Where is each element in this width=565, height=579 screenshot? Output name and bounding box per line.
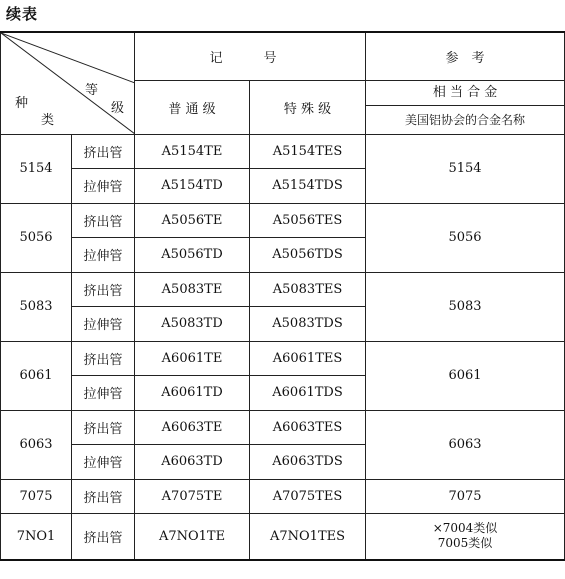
- ref-alloy-similar: [366, 513, 565, 560]
- special-code: A6063TDS: [250, 444, 366, 479]
- ref-alloy: 5083: [366, 272, 565, 341]
- special-code: A7NO1TES: [250, 513, 366, 560]
- alloy-designation-table: [0, 31, 565, 561]
- ref-alloy: 5056: [366, 203, 565, 272]
- special-code: A5056TDS: [250, 237, 366, 272]
- special-grade-header: 特 殊 级: [250, 80, 366, 134]
- normal-code: A6061TD: [135, 375, 250, 410]
- tube-type: 挤出管: [72, 341, 135, 375]
- tube-type: 拉伸管: [72, 375, 135, 410]
- normal-code: A6063TE: [135, 410, 250, 444]
- tube-type: 挤出管: [72, 513, 135, 560]
- reference-header: 参 考: [366, 32, 565, 80]
- diag-grade-1: 等: [85, 83, 99, 98]
- tube-type: 挤出管: [72, 410, 135, 444]
- diagonal-lines: [1, 33, 135, 134]
- normal-code: A5056TD: [135, 237, 250, 272]
- special-code: A5154TES: [250, 134, 366, 168]
- normal-code: A7NO1TE: [135, 513, 250, 560]
- special-code: A5083TDS: [250, 306, 366, 341]
- alloy-cell: 5154: [1, 134, 72, 203]
- equivalent-alloy-header: 相 当 合 金: [366, 81, 564, 106]
- alloy-cell: 7075: [1, 479, 72, 513]
- tube-type: 挤出管: [72, 272, 135, 306]
- symbol-header: 记 号: [135, 32, 366, 80]
- alloy-cell: 6063: [1, 410, 72, 479]
- tube-type: 拉伸管: [72, 237, 135, 272]
- normal-code: A7075TE: [135, 479, 250, 513]
- alloy-cell: 7NO1: [1, 513, 72, 560]
- normal-code: A6063TD: [135, 444, 250, 479]
- normal-grade-header: 普 通 级: [135, 80, 250, 134]
- special-code: A7075TES: [250, 479, 366, 513]
- diag-grade-2: 级: [111, 101, 125, 116]
- page-title: 续表: [6, 5, 39, 23]
- normal-code: A5056TE: [135, 203, 250, 237]
- special-code: A6063TES: [250, 410, 366, 444]
- normal-code: A5083TD: [135, 306, 250, 341]
- tube-type: 挤出管: [72, 203, 135, 237]
- tube-type: 挤出管: [72, 134, 135, 168]
- special-code: A6061TDS: [250, 375, 366, 410]
- ref-alloy: 6061: [366, 341, 565, 410]
- normal-code: A6061TE: [135, 341, 250, 375]
- ref-alloy: 6063: [366, 410, 565, 479]
- special-code: A5083TES: [250, 272, 366, 306]
- normal-code: A5154TE: [135, 134, 250, 168]
- alloy-cell: 6061: [1, 341, 72, 410]
- ref-similar-line1: ×7004类似: [432, 521, 498, 536]
- tube-type: 拉伸管: [72, 444, 135, 479]
- alloy-cell: 5056: [1, 203, 72, 272]
- tube-type: 拉伸管: [72, 306, 135, 341]
- diag-kind-2: 类: [41, 113, 55, 128]
- diagonal-header-cell: [1, 32, 135, 134]
- aa-name-header: 美国铝协会的合金名称: [405, 112, 526, 127]
- tube-type: 挤出管: [72, 479, 135, 513]
- special-code: A6061TES: [250, 341, 366, 375]
- diag-kind-1: 种: [15, 96, 29, 111]
- alloy-cell: 5083: [1, 272, 72, 341]
- tube-type: 拉伸管: [72, 168, 135, 203]
- special-code: A5056TES: [250, 203, 366, 237]
- ref-similar-line2: 7005类似: [437, 536, 493, 551]
- normal-code: A5083TE: [135, 272, 250, 306]
- ref-alloy: 7075: [366, 479, 565, 513]
- special-code: A5154TDS: [250, 168, 366, 203]
- normal-code: A5154TD: [135, 168, 250, 203]
- ref-alloy: 5154: [366, 134, 565, 203]
